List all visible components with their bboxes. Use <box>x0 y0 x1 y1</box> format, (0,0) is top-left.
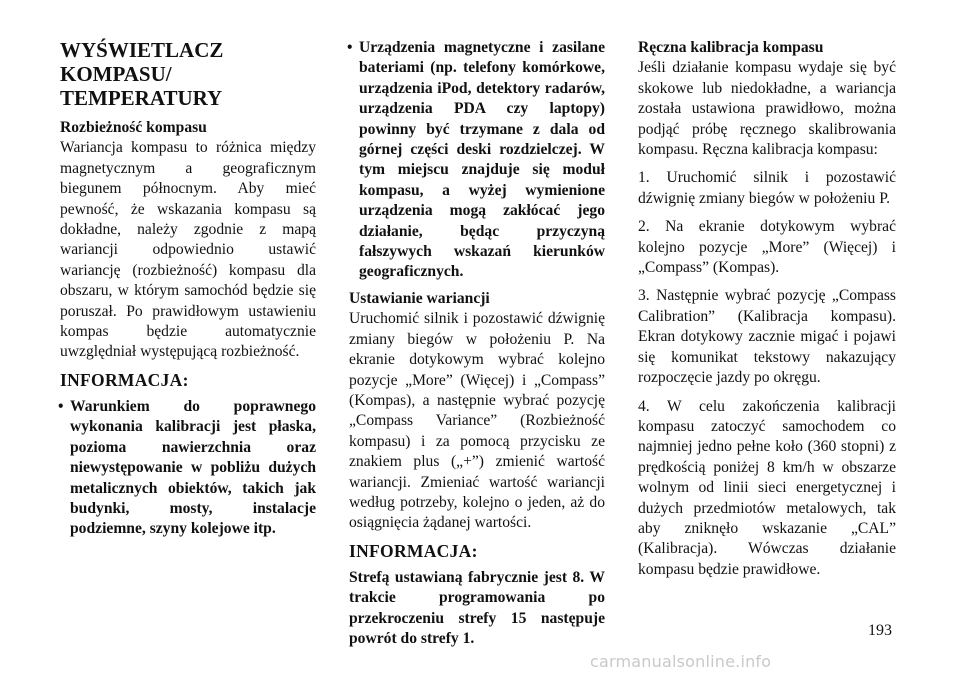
manual-intro: Jeśli działanie kompasu wydaje się być skokowe lub niedokładne, a wariancja została ustawiona prawidłowo, można podjąć próbę ręcznego skalibrowania kompasu. Ręczna kalibracja kompasu: <box>638 59 896 159</box>
info-bullet-list <box>60 397 316 540</box>
manual-step: 4. W celu zakończenia kalibracji kompasu zatoczyć samochodem co najmniej jedno pełne koło (360 stopni) z prędkością poniżej 8 km/h w obszarze wolnym od linii sieci energetycznej i dużych przedmiotów metalowych, tak aby zniknęło wskazanie „CAL” (Kalibracja). Wówczas działanie kompasu będzie prawidłowe. <box>638 397 896 578</box>
variance-heading: Rozbieżność kompasu <box>60 119 207 136</box>
section-title-line: KOMPASU/ <box>60 62 172 86</box>
setting-text: Uruchomić silnik i pozostawić dźwignię zmiany biegów w położeniu P. Na ekranie dotykowym wybrać kolejno pozycje „More” (Więcej) i „Compass” (Kompas), a następnie wybrać pozycję „Compass Variance” (Rozbieżność kompasu) i za pomocą przycisku ze znakiem plus („+”) zmienić wartość wariancji. Zmieniać wartość wariancji według potrzeby, kolejno o jeden, aż do osiągnięcia żądanej wartości. <box>349 310 605 532</box>
manual-step: 3. Następnie wybrać pozycję „Compass Calibration” (Kalibracja kompasu). Ekran dotykowy zacznie migać i pojawi się komunikat tekstowy nakazujący rozpoczęcie jazdy po okręgu. <box>638 287 896 387</box>
bullet-icon: • <box>347 39 353 56</box>
manual-step: 2. Na ekranie dotykowym wybrać kolejno pozycje „More” (Więcej) i „Compass” (Kompas). <box>638 218 896 277</box>
info-bullet-text: Warunkiem do poprawnego wykonania kalibracji jest płaska, pozioma nawierzchnia oraz niewystępowanie w pobliżu dużych metalicznych obiektów, takich jak budynki, mosty, instalacje podziemne, szyny kolejowe itp. <box>70 397 316 538</box>
info-bullet-item <box>60 397 316 540</box>
info-text-2: Strefą ustawianą fabrycznie jest 8. W trakcie programowania po przekroczeniu strefy 15 następuje powrót do strefy 1. <box>349 568 605 647</box>
column-left <box>60 38 316 546</box>
manual-heading: Ręczna kalibracja kompasu <box>638 39 824 56</box>
info-heading: INFORMACJA: <box>60 369 189 390</box>
section-title <box>60 38 316 110</box>
page-number: 193 <box>868 622 892 639</box>
section-title-line: TEMPERATURY <box>60 86 223 110</box>
manual-step: 1. Uruchomić silnik i pozostawić dźwignię zmiany biegów w położeniu P. <box>638 169 896 207</box>
bullet-icon: • <box>58 397 64 415</box>
info-bullet-text: Urządzenia magnetyczne i zasilane bateriami (np. telefony komórkowe, urządzenia iPod, detektory radarów, urządzenia PDA czy laptopy) powinny być trzymane z dala od górnej części deski rozdzielczej. W tym miejscu znajduje się moduł kompasu, a wyżej wymienione urządzenia mogą zakłócać jego działanie, będąc przyczyną fałszywych wskazań kierunków geograficznych. <box>359 39 605 281</box>
setting-heading: Ustawianie wariancji <box>349 289 490 307</box>
column-middle <box>349 38 605 655</box>
info-heading-2: INFORMACJA: <box>349 540 478 561</box>
section-title-line: WYŚWIETLACZ <box>60 38 224 62</box>
info-bullet-item <box>349 38 605 283</box>
info-bullet-list <box>349 38 605 283</box>
column-right <box>638 38 896 588</box>
watermark: carmanualsonline.info <box>590 652 772 671</box>
variance-text: Wariancja kompasu to różnica między magnetycznym a geograficznym biegunem północnym. Aby mieć pewność, że wskazania kompasu są dokładne, należy zgodnie z mapą wariancji odpowiednio ustawić wariancję (rozbieżność) kompasu dla obszaru, w którym samochód będzie się poruszał. Po prawidłowym ustawieniu kompas będzie automatycznie uwzględniał występującą rozbieżność. <box>60 139 316 361</box>
